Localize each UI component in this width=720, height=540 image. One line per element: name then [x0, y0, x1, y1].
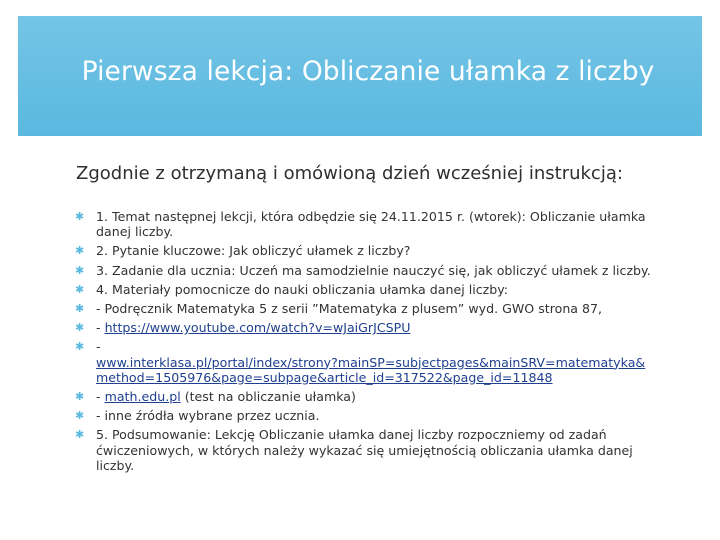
interklasa-link[interactable]: www.interklasa.pl/portal/index/strony?mainSP=subjectpages&mainSRV=matematyka&method=1505976&page=subpage&article_id=317522&page_id=11848 — [96, 354, 646, 385]
youtube-link[interactable]: https://www.youtube.com/watch?v=wJaiGrJCSPU — [104, 320, 411, 336]
star-bullet-icon: ✱ — [75, 321, 85, 335]
slide-subtitle: Zgodnie z otrzymaną i omówioną dzień wcześniej instrukcją: — [76, 163, 623, 184]
star-bullet-icon: ✱ — [75, 282, 85, 296]
list-item: ✱ - math.edu.pl (test na obliczanie ułamka) — [75, 389, 356, 405]
star-bullet-icon: ✱ — [75, 244, 85, 258]
slide-title: Pierwsza lekcja: Obliczanie ułamka z liczby — [81, 56, 655, 87]
list-item: ✱ 3. Zadanie dla ucznia: Uczeń ma samodzielnie nauczyć się, jak obliczyć ułamek z liczby. — [75, 262, 651, 278]
star-bullet-icon: ✱ — [75, 409, 85, 423]
star-bullet-icon: ✱ — [75, 428, 85, 442]
list-item: ✱ - Podręcznik Matematyka 5 z serii ”Matematyka z plusem” wyd. GWO strona 87, — [75, 301, 603, 317]
star-bullet-icon: ✱ — [75, 390, 85, 404]
star-bullet-icon: ✱ — [75, 263, 85, 277]
list-item: ✱ - inne źródła wybrane przez ucznia. — [75, 408, 320, 424]
star-bullet-icon: ✱ — [75, 210, 85, 223]
list-item: ✱ 2. Pytanie kluczowe: Jak obliczyć ułamek z liczby? — [75, 243, 411, 259]
list-item: ✱ - https://www.youtube.com/watch?v=wJaiGrJCSPU — [75, 320, 411, 336]
star-bullet-icon: ✱ — [75, 302, 85, 316]
list-item: ✱ 1. Temat następnej lekcji, która odbędzie się 24.11.2015 r. (wtorek): Obliczanie ułamka danej liczby. — [75, 209, 646, 240]
math-edu-link[interactable]: math.edu.pl — [104, 389, 181, 405]
star-bullet-icon: ✱ — [75, 340, 85, 354]
bullet-list — [75, 209, 655, 477]
title-banner — [18, 16, 702, 136]
list-item: ✱ - www.interklasa.pl/portal/index/strony?mainSP=subjectpages&mainSRV=matematyka&method=1505976&page=subpage&article_id=317522&page_id=11848 — [75, 339, 646, 385]
list-item: ✱ 4. Materiały pomocnicze do nauki obliczania ułamka danej liczby: — [75, 281, 508, 297]
list-item: ✱ 5. Podsumowanie: Lekcję Obliczanie ułamka danej liczby rozpoczniemy od zadań ćwiczeniowych, w których należy wykazać się umiejętnością obliczania ułamka danej liczby. — [75, 427, 633, 473]
